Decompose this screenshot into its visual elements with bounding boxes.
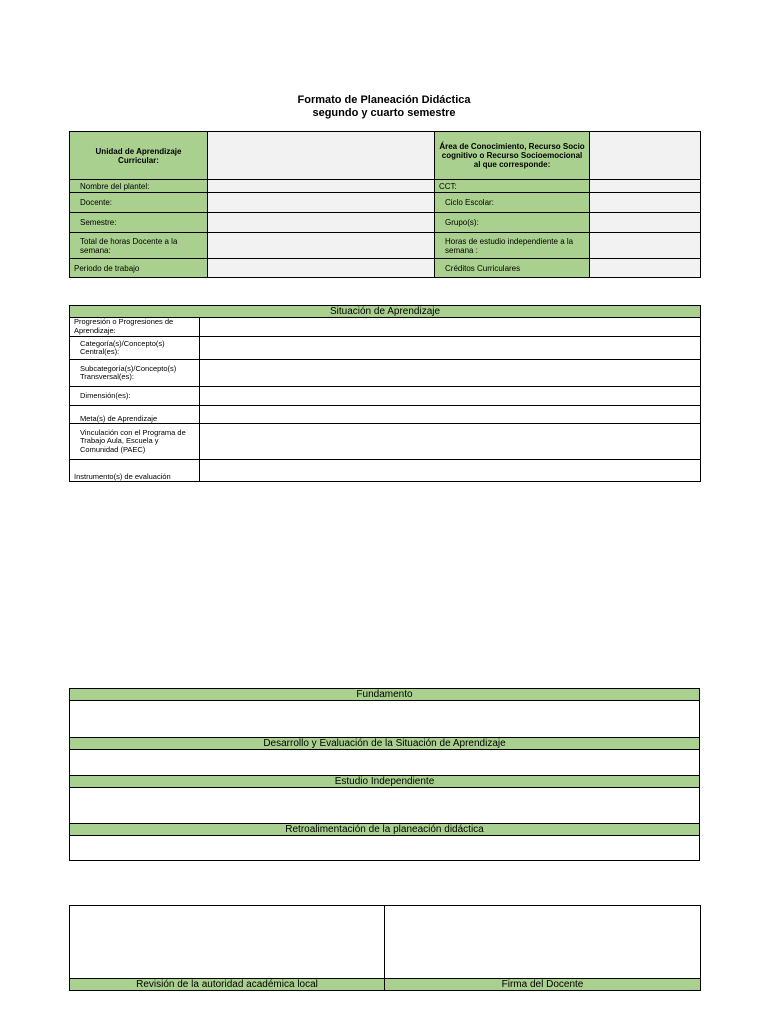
title-line-1: Formato de Planeación Didáctica (297, 94, 471, 106)
periodo-label: Periodo de trabajo (70, 259, 208, 278)
docente-label: Docente: (70, 193, 208, 213)
firma-signature-area[interactable] (385, 906, 701, 979)
semestre-value-field[interactable] (208, 213, 435, 233)
info-table (69, 131, 701, 278)
title-line-2: segundo y cuarto semestre (312, 107, 456, 119)
instrumento-label: Instrumento(s) de evaluación (70, 460, 200, 482)
horas-docente-value-field[interactable] (208, 233, 435, 259)
creditos-value-field[interactable] (590, 259, 701, 278)
horas-docente-label: Total de horas Docente a la semana: (70, 233, 208, 259)
desarrollo-field[interactable] (70, 750, 700, 776)
semestre-label: Semestre: (70, 213, 208, 233)
dimension-field[interactable] (200, 387, 701, 406)
cct-value-field[interactable] (590, 180, 701, 193)
retro-header: Retroalimentación de la planeación didáctica (70, 824, 700, 836)
plantel-value-field[interactable] (208, 180, 435, 193)
cct-label: CCT: (435, 180, 590, 193)
signatures-table (69, 905, 701, 991)
situacion-table (69, 305, 701, 482)
vinculacion-field[interactable] (200, 424, 701, 460)
periodo-value-field[interactable] (208, 259, 435, 278)
firma-label: Firma del Docente (385, 979, 701, 991)
area-value-field[interactable] (590, 132, 701, 180)
subcategoria-field[interactable] (200, 360, 701, 387)
situacion-header: Situación de Aprendizaje (70, 306, 701, 318)
progresion-field[interactable] (200, 318, 701, 337)
instrumento-field[interactable] (200, 460, 701, 482)
vinculacion-label: Vinculación con el Programa de Trabajo Aula, Escuela y Comunidad (PAEC) (70, 424, 200, 460)
grupo-value-field[interactable] (590, 213, 701, 233)
document-title (0, 94, 768, 120)
meta-field[interactable] (200, 406, 701, 424)
ciclo-label: Ciclo Escolar: (435, 193, 590, 213)
docente-value-field[interactable] (208, 193, 435, 213)
subcategoria-label: Subcategoría(s)/Concepto(s) Transversal(es): (70, 360, 200, 387)
dimension-label: Dimensión(es): (70, 387, 200, 406)
fundamento-header: Fundamento (70, 689, 700, 701)
unidad-value-field[interactable] (208, 132, 435, 180)
categoria-label: Categoría(s)/Concepto(s) Central(es): (70, 337, 200, 360)
revision-signature-area[interactable] (70, 906, 385, 979)
horas-estudio-label: Horas de estudio independiente a la semana : (435, 233, 590, 259)
creditos-label: Créditos Curriculares (435, 259, 590, 278)
meta-label: Meta(s) de Aprendizaje (70, 406, 200, 424)
revision-label: Revisión de la autoridad académica local (70, 979, 385, 991)
fundamento-field[interactable] (70, 701, 700, 738)
progresion-label: Progresión o Progresiones de Aprendizaje: (70, 318, 200, 337)
horas-estudio-value-field[interactable] (590, 233, 701, 259)
unidad-label: Unidad de Aprendizaje Curricular: (70, 132, 208, 180)
categoria-field[interactable] (200, 337, 701, 360)
desarrollo-header: Desarrollo y Evaluación de la Situación de Aprendizaje (70, 738, 700, 750)
plantel-label: Nombre del plantel: (70, 180, 208, 193)
estudio-field[interactable] (70, 788, 700, 824)
area-label: Área de Conocimiento, Recurso Socio cognitivo o Recurso Socioemocional al que corresponde: (435, 132, 590, 180)
ciclo-value-field[interactable] (590, 193, 701, 213)
estudio-header: Estudio Independiente (70, 776, 700, 788)
retro-field[interactable] (70, 836, 700, 861)
sections-table (69, 688, 700, 861)
grupo-label: Grupo(s): (435, 213, 590, 233)
